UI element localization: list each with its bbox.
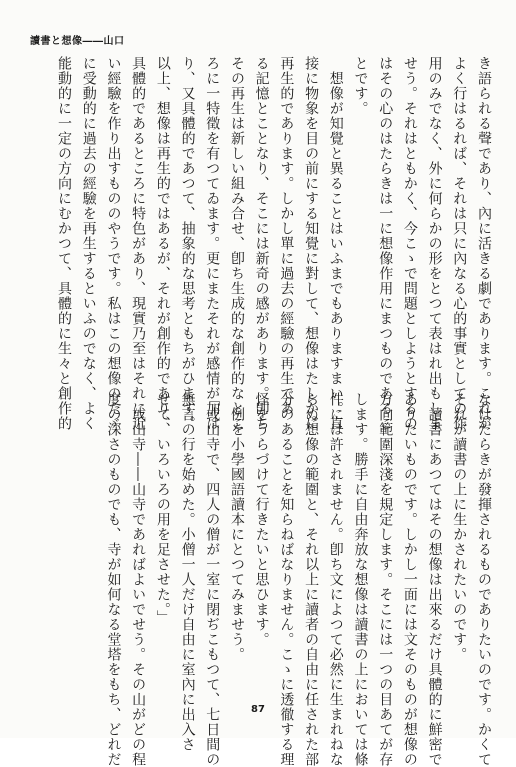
text-line: い經驗を作り出すもののやうです。私はこの想像のたゞ	[105, 56, 122, 431]
text-line: り、又具體的であつて、抽象的な思考ともちがひます。	[179, 56, 196, 431]
text-line: 具體的であるところに特色があり、現實乃至はそれに近	[130, 56, 147, 431]
text-line: 讀書にあつてはその想像は出來るだけ具體的に鮮密で	[426, 407, 443, 767]
text-line: 分のあることを知らねばなりません。こゝに透徹する理	[278, 392, 295, 767]
page-number: 87	[251, 704, 265, 715]
text-line: とです。	[352, 56, 369, 116]
text-line: 或山寺――山寺であればよいでせう。その山がどの程	[130, 407, 147, 767]
quotation-line: せて、いろいろの用を足させた。」	[154, 392, 171, 625]
upper-text-block	[26, 56, 496, 431]
text-line: はその心のはたらきは一に想像作用にまつものであるこ	[377, 56, 394, 431]
quotation-line: 「或山寺で、四人の僧が一室に閉ぢこもつて、七日間の	[204, 392, 221, 767]
text-line: ありたいものです。しかし一面には文そのものが想像の	[401, 392, 418, 767]
text-line: 再生的であります。しかし單に過去の經驗の再生であ	[278, 56, 295, 416]
text-line: せう。それはともかく、今こゝで問題としようとするの	[401, 56, 418, 431]
text-line: に受動的に過去の經驗を再生するといふのでなく、よく	[80, 56, 97, 431]
text-line: 方向範圍深淺を規定します。そこには一つの目あてが存	[377, 392, 394, 767]
text-line: 度の深さのものでも、寺が如何なる堂塔をもち、どれだ	[105, 392, 122, 767]
text-line: 怪をうらづけて行きたいと思ひます。	[253, 392, 270, 647]
text-line: 以上、想像は再生的ではあるが、それが創作的であり、	[154, 56, 171, 431]
text-line: それが讀書の上に生かされたいのです。	[451, 392, 468, 662]
text-line: 用のみでなく、外に何らかの形をとつて表はれ出もしま	[426, 56, 443, 431]
text-line: します。勝手に自由奔放な想像は讀書の上においては條	[352, 392, 369, 767]
text-line: ろに一特徵を有つてゐます。更にまたそれが感情が加は	[204, 56, 221, 431]
text-line: 想像が知覺と異ることはいふまでもありますまい。直	[327, 71, 344, 431]
text-line: その再生は新しい組み合せ、卽ち生成的な創作的なとこ	[228, 56, 245, 431]
text-line: 能動的に一定の方向にむかつて、具體的に生々と創作的	[56, 56, 73, 431]
running-head: 讀書と想像――山口	[30, 36, 125, 47]
text-line: き語られる聲であり、內に活きる劇であります。これが	[476, 56, 492, 431]
text-line: 件には許されません。卽ち文によつて必然に生まれねな	[327, 392, 344, 767]
quotation-line: 無言の行を始めた。小僧一人だけ自由に室內に出入さ	[179, 392, 196, 752]
text-line: る記憶とことなり、そこには新奇の感があります。卽ち	[253, 56, 270, 431]
text-line: らぬ想像の範圍と、それ以上に讀者の自由に任された部	[303, 392, 320, 767]
text-line: 例を小學國語讀本にとつてみませう。	[228, 407, 245, 662]
text-line: よく行はるれば、それは只に內なる心的事實としての作	[451, 56, 468, 431]
text-line: なはたらきが發揮されるものでありたいのです。かくて	[476, 392, 492, 767]
text-line: 接に物象を目の前にする知覺に對して、想像はたしかに	[303, 56, 320, 431]
